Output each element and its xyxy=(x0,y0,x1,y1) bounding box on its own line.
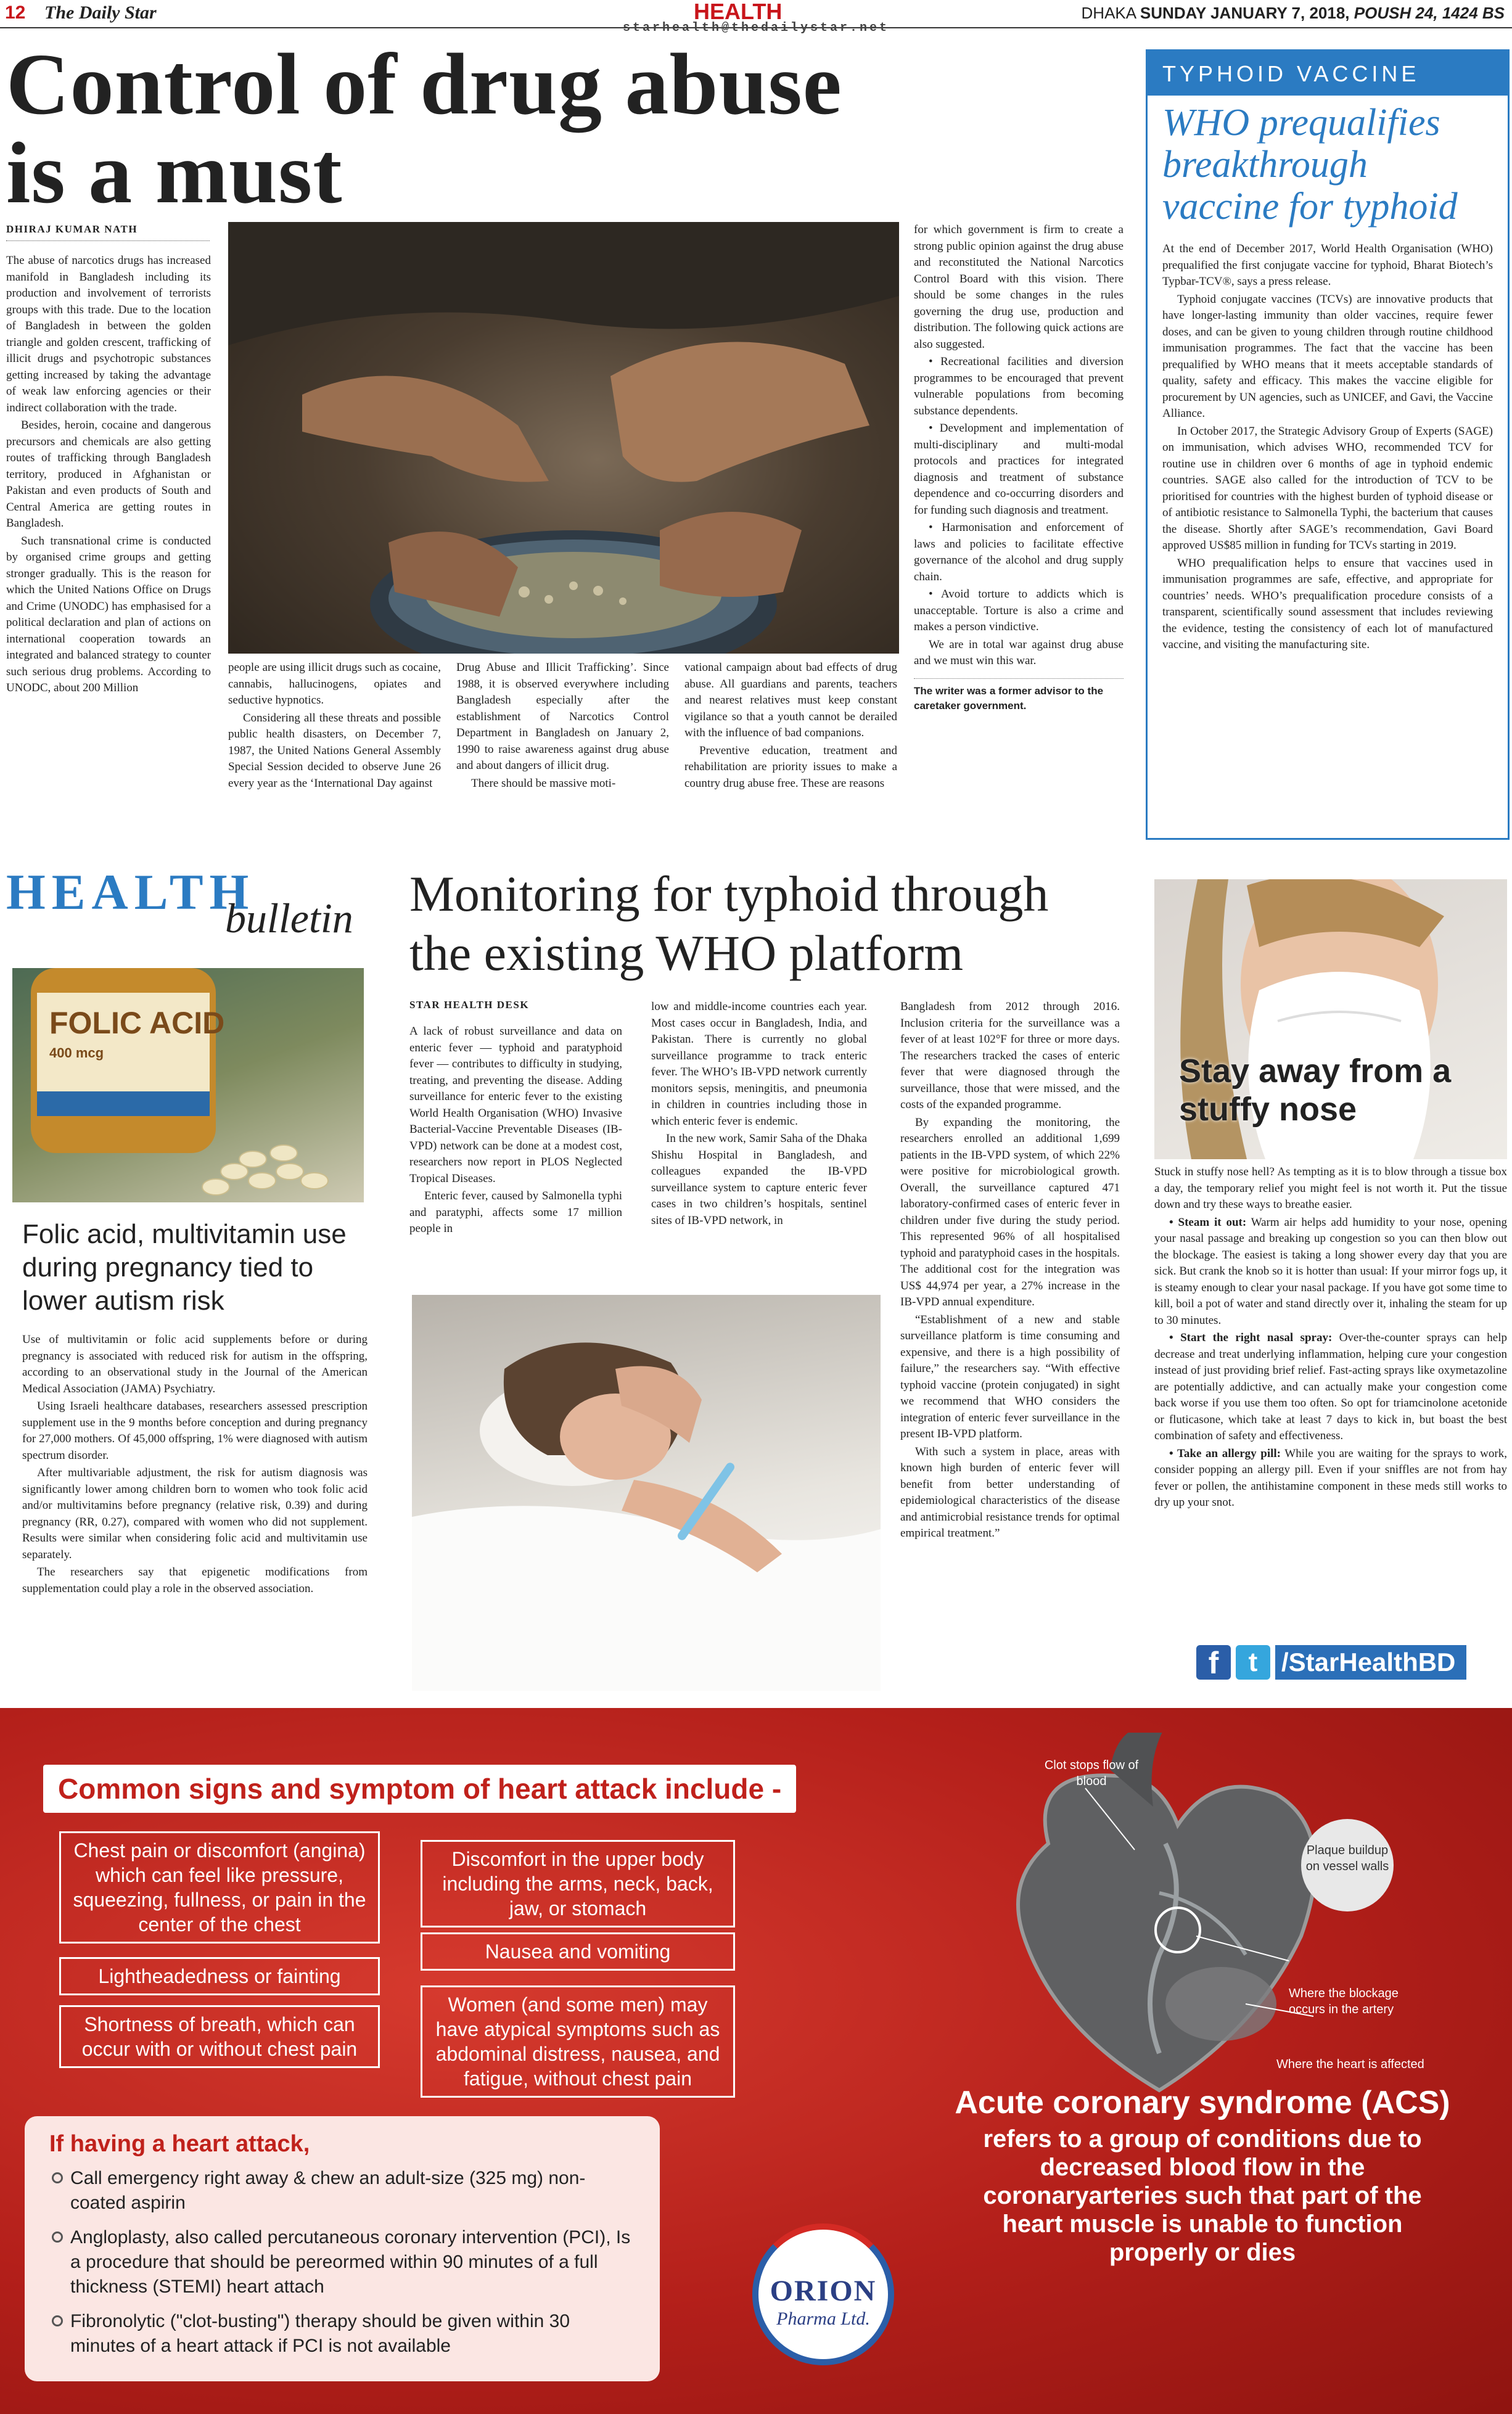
drug-photo-art xyxy=(228,222,899,654)
lead-col5: for which government is firm to create a strong public opinion against the drug abuse and reconstituted the National Narcotics Control Board with this vision. There should be some changes in the rules governing the drug use, production and distribution. The following quick actions are also suggested. • Recreational facilities and diversion programmes to be encouraged that prevent vulnerable populations from becoming substance dependents. • Development and implementation of multi-disciplinary and multi-modal protocols and practices for integrated diagnosis and treatment of substance dependence and co-occurring disorders and for funding such diagnosis and treatment. • Harmonisation and enforcement of laws and policies to facilitate effective governance of the alcohol and drug supply chain. • Avoid torture to addicts which is unacceptable. Torture is also a crime and makes a person vindictive. We are in total war against drug abuse and we must win this war. The writer was a former advisor to the caretaker government. xyxy=(914,222,1124,713)
social-links xyxy=(1196,1645,1468,1680)
orion-brand: ORION xyxy=(770,2275,877,2307)
if-heart-attack-box xyxy=(25,2116,660,2381)
section-email[interactable]: starhealth@thedailystar.net xyxy=(623,21,890,35)
action-item-3: Fibronolytic ("clot-busting") therapy should be given within 30 minutes of a heart attack if PCI is not available xyxy=(49,2309,635,2359)
label-affected: Where the heart is affected xyxy=(1276,2058,1424,2071)
twitter-icon[interactable]: t xyxy=(1236,1645,1270,1680)
orion-logo xyxy=(752,2223,894,2365)
heart-diagram-art xyxy=(956,1733,1424,2103)
drug-photo xyxy=(228,222,899,654)
typhoid-vaccine-box xyxy=(1146,49,1510,840)
typhoid-body: At the end of December 2017, World Health Organisation (WHO) prequalified the first conjugate vaccine for typhoid, Bharat Biotech’s Typbar-TCV®, says a press release. Typhoid conjugate vaccines (TCVs) are innovative products that have longer-lasting immunity than older vaccines, require fewer doses, and can be given to young children through routine childhood immunisation programmes. The fact that the vaccine has been prequalified by WHO means that it meets acceptable standards of quality, safety and efficacy. This makes the vaccine eligible for procurement by UN agencies, such as UNICEF, and Gavi, the Vaccine Alliance. In October 2017, the Strategic Advisory Group of Experts (SAGE) on immunisation, which advises WHO, recommended TCV for routine use in children over 6 months of age in typhoid endemic countries. SAGE also called for the introduction of TCV to be prioritised for countries with the highest burden of typhoid disease or of antibiotic resistance to Salmonella Typhi, the bacterium that causes the disease. Shortly after SAGE’s recommendation, Gavi Board approved US$85 million in funding for TCVs starting in 2019. WHO prequalification helps to ensure that vaccines used in immunisation programmes are safe, effective, and appropriate for countries’ needs. WHO’s prequalification procedure consists of a transparent, scientifically sound assessment that includes reviewing the evidence, testing the consistency of each lot of manufactured vaccine, and visiting the manufacturing site. xyxy=(1162,242,1493,651)
folic-body: Use of multivitamin or folic acid supplements before or during pregnancy is associated with reduced risk for autism in the offspring, according to an observational study in the Journal of the American Medical Association (JAMA) Psychiatry. Using Israeli healthcare databases, researchers assessed prescription supplement use in the 9 months before conception and during pregnancy for 27,000 mothers. Of 45,000 offspring, 1% were diagnosed with autism spectrum disorder. After multivariable adjustment, the risk for autism diagnosis was significantly lower among children born to women who took folic acid and/or multivitamins before pregnancy (relative risk, 0.39) and during pregnancy (RR, 0.27), compared with women who did not supplement. Results were similar when considering folic acid and multivitamin use separately. The researchers say that epigenetic modifications from supplementation could play a role in the observed association. xyxy=(22,1333,368,1595)
monitoring-col3: Bangladesh from 2012 through 2016. Inclusion criteria for the surveillance was a fever of at least 102°F for three or more days. The researchers tracked the cases of enteric fever that were diagnosed through the surveillance, those that were missed, and the costs of the expanded programme. By expanding the monitoring, the researchers enrolled an additional 1,699 patients in the IB-VPD system, of which 22% were positive for microbiological growth. Overall, the surveillance captured 471 laboratory-confirmed cases of enteric fever in children under five during the study period. This represented 96% of all hospitalised typhoid and paratyphoid cases in the hospitals. The additional cost for the integration was US$ 44,974 per year, a 27% increase in the IB-VPD annual expenditure. “Establishment of a new and stable surveillance platform is time consuming and expensive, and there is a high possibility of failure,” the researchers say. “With effective typhoid vaccine (protein conjugated) in sight we recommend that WHO considers the integration of enteric fever surveillance in the present IB-VPD platform. With such a system in place, areas with known high burden of enteric fever will benefit from better understanding of epidemiological characteristics of the disease and antimicrobial resistance trends for optimal empirical treatment.” xyxy=(900,1000,1120,1540)
label-clot: Clot stops flow of blood xyxy=(1044,1759,1139,1788)
label-plaque: Plaque buildup on vessel walls xyxy=(1301,1819,1394,1911)
sign-box-4: Discomfort in the upper body including the arms, neck, back, jaw, or stomach xyxy=(421,1840,735,1928)
sign-box-2: Lightheadedness or fainting xyxy=(59,1957,380,1995)
heart-attack-ad xyxy=(0,1708,1512,2414)
monitoring-col2: low and middle-income countries each year. Most cases occur in Bangladesh, India, and Pakistan. There is currently no global surveillance programme to track enteric fever. The WHO’s IB-VPD network currently monitors sepsis, meningitis, and pneumonia in children in countries including those in which enteric fever is endemic. In the new work, Samir Saha of the Dhaka Shishu Hospital in Bangladesh, and colleagues expanded the IB-VPD surveillance system to capture enteric fever cases in two children’s hospitals, sentinel sites of IB-VPD network, in xyxy=(651,1000,867,1227)
lead-headline: Control of drug abuse is a must xyxy=(6,35,842,221)
action-item-1: Call emergency right away & chew an adult-size (325 mg) non-coated aspirin xyxy=(49,2166,635,2215)
acs-title: Acute coronary syndrome (ACS) xyxy=(955,2085,1450,2120)
bullet-icon xyxy=(52,2172,63,2183)
sign-box-1: Chest pain or discomfort (angina) which can feel like pressure, squeezing, fullness, or pain in the center of the chest xyxy=(59,1831,380,1944)
bottle-sub: 400 mcg xyxy=(49,1045,104,1061)
page-header xyxy=(0,0,1512,35)
lead-byline: DHIRAJ KUMAR NATH xyxy=(6,223,210,241)
heart-ad-title: Common signs and symptom of heart attack include - xyxy=(43,1765,796,1813)
bottle-label: FOLIC ACID xyxy=(49,1006,225,1040)
action-title: If having a heart attack, xyxy=(49,2131,310,2157)
monitoring-headline: Monitoring for typhoid through the existing WHO platform xyxy=(409,866,1049,981)
stuffy-caption: Stay away from a stuffy nose xyxy=(1179,1053,1452,1128)
acs-text: refers to a group of conditions due to decreased blood flow in the coronaryarteries such that part of the heart muscle is unable to function properly or dies xyxy=(983,2125,1422,2266)
stuffy-nose-photo xyxy=(1154,879,1507,1159)
lead-col2: people are using illicit drugs such as cocaine, cannabis, hallucinogens, opiates and seductive hypnotics. Considering all these threats and possible public health disasters, on December 7, 1987, the United Nations General Assembly Special Session decided to observe June 26 every year as the ‘International Day against xyxy=(228,661,441,790)
monitoring-byline: STAR HEALTH DESK xyxy=(409,999,530,1011)
sick-woman-photo xyxy=(412,1295,881,1691)
writer-note: The writer was a former advisor to the caretaker government. xyxy=(914,678,1124,713)
lead-col3: Drug Abuse and Illicit Trafficking’. Since 1988, it is observed everywhere including Bangladesh especially after the establishment of Narcotics Control Department in Bangladesh on January 2, 1990 to raise awareness against drug abuse and about dangers of illicit drug. There should be massive moti- xyxy=(456,661,669,790)
bullet-icon xyxy=(52,2231,63,2243)
folic-headline: Folic acid, multivitamin use during pregnancy tied to lower autism risk xyxy=(22,1219,347,1316)
facebook-icon[interactable]: f xyxy=(1196,1645,1231,1680)
typhoid-headline: WHO prequalifies breakthrough vaccine for typhoid xyxy=(1162,102,1458,228)
dateline: DHAKA SUNDAY JANUARY 7, 2018, POUSH 24, 1424 BS xyxy=(1081,4,1505,22)
sign-box-3: Shortness of breath, which can occur with or without chest pain xyxy=(59,2005,380,2068)
heart-diagram xyxy=(956,1733,1424,2103)
folic-acid-photo xyxy=(12,968,364,1202)
bullet-icon xyxy=(52,2315,63,2326)
label-blockage: Where the blockage occurs in the artery xyxy=(1289,1987,1399,2016)
page-number: 12 xyxy=(5,2,26,23)
sign-box-5: Nausea and vomiting xyxy=(421,1932,735,1971)
sign-box-6: Women (and some men) may have atypical symptoms such as abdominal distress, nausea, and fatigue, without chest pain xyxy=(421,1985,735,2098)
social-handle[interactable]: /StarHealthBD xyxy=(1275,1645,1466,1680)
masthead: The Daily Star xyxy=(44,2,157,23)
bottle-art xyxy=(12,968,364,1202)
monitoring-col1: A lack of robust surveillance and data on enteric fever — typhoid and paratyphoid fever — contributes to difficulty in studying, treating, and preventing the disease. Adding surveillance for enteric fever to the existing World Health Organisation (WHO) Invasive Bacterial-Vaccine Preventable Diseases (IB-VPD) network can be done at a modest cost, researchers now report in PLOS Neglected Tropical Diseases. Enteric fever, caused by Salmonella typhi and paratyphi, affects some 17 million people in xyxy=(409,1025,622,1235)
typhoid-kicker: TYPHOID VACCINE xyxy=(1148,51,1508,96)
sick-woman-art xyxy=(412,1295,881,1691)
stuffy-body: Stuck in stuffy nose hell? As tempting as it is to blow through a tissue box a day, the temporary relief you might feel is not worth it. Put the tissue down and try these ways to breathe easier. • Steam it out: Warm air helps add humidity to your nose, opening your nasal passage and breaking up congestion so you can then blow out the blockage. The easiest is taking a long shower every day that you are sick. But crank the knob so it is hotter than usual: If your mirror fogs up, it is steamy enough to clear your nasal package. If you have got some time to kill, boil a pot of water and stand directly over it, inhaling the steam for up to 30 minutes. • Start the right nasal spray: Over-the-counter sprays can help decrease and treat underlying inflammation, helping cure your congestion instead of just providing brief relief. Fast-acting sprays like oxymetazoline are potentially addictive, and can actually make your congestion come back worse if you use them too often. So opt for triamcinolone acetonide or fluticasone, which take at least 7 days to kick in, but boast the best combination of safety and effectiveness. • Take an allergy pill: While you are waiting for the sprays to work, consider popping an allergy pill. Even if your sniffles are not from hay fever or pollen, the antihistamine component in these meds still works to dry up your snot. xyxy=(1154,1165,1508,1509)
section-title: HEALTH xyxy=(694,0,783,24)
orion-sub: Pharma Ltd. xyxy=(776,2309,870,2329)
lead-col1: The abuse of narcotics drugs has increased manifold in Bangladesh including its production and involvement of terrorists groups with this trade. Due to the location of Bangladesh in between the golden triangle and golden crescent, trafficking of illicit drugs and psychotropic substances getting increased by taking the advantage of weak law enforcing agencies or their indirect collaboration with the trade. Besides, heroin, cocaine and dangerous precursors and chemicals are also getting routes of trafficking through Bangladesh territory, produced in Afghanistan or Pakistan and even products of South and Central America are getting routes in Bangladesh. Such transnational crime is conducted by organised crime groups and getting stronger gradually. This is the reason for which the United Nations Office on Drugs and Crime (UNODC) has emphasised for a political declaration and plan of actions on international cooperation towards an integrated and balanced strategy to counter such serious drug problems. According to UNODC, about 200 Million xyxy=(6,254,211,694)
health-bulletin-title: HEALTH bulletin xyxy=(6,864,353,942)
action-item-2: Angloplasty, also called percutaneous coronary intervention (PCI), Is a procedure that should be pereormed within 90 minutes of a full thickness (STEMI) heart attach xyxy=(49,2225,635,2299)
lead-col4: vational campaign about bad effects of drug abuse. All guardians and parents, teachers and nearest relatives must keep constant vigilance so that a youth cannot be derailed with the influence of bad companions. Preventive education, treatment and rehabilitation are priority issues to make a country drug abuse free. These are reasons xyxy=(684,661,897,790)
